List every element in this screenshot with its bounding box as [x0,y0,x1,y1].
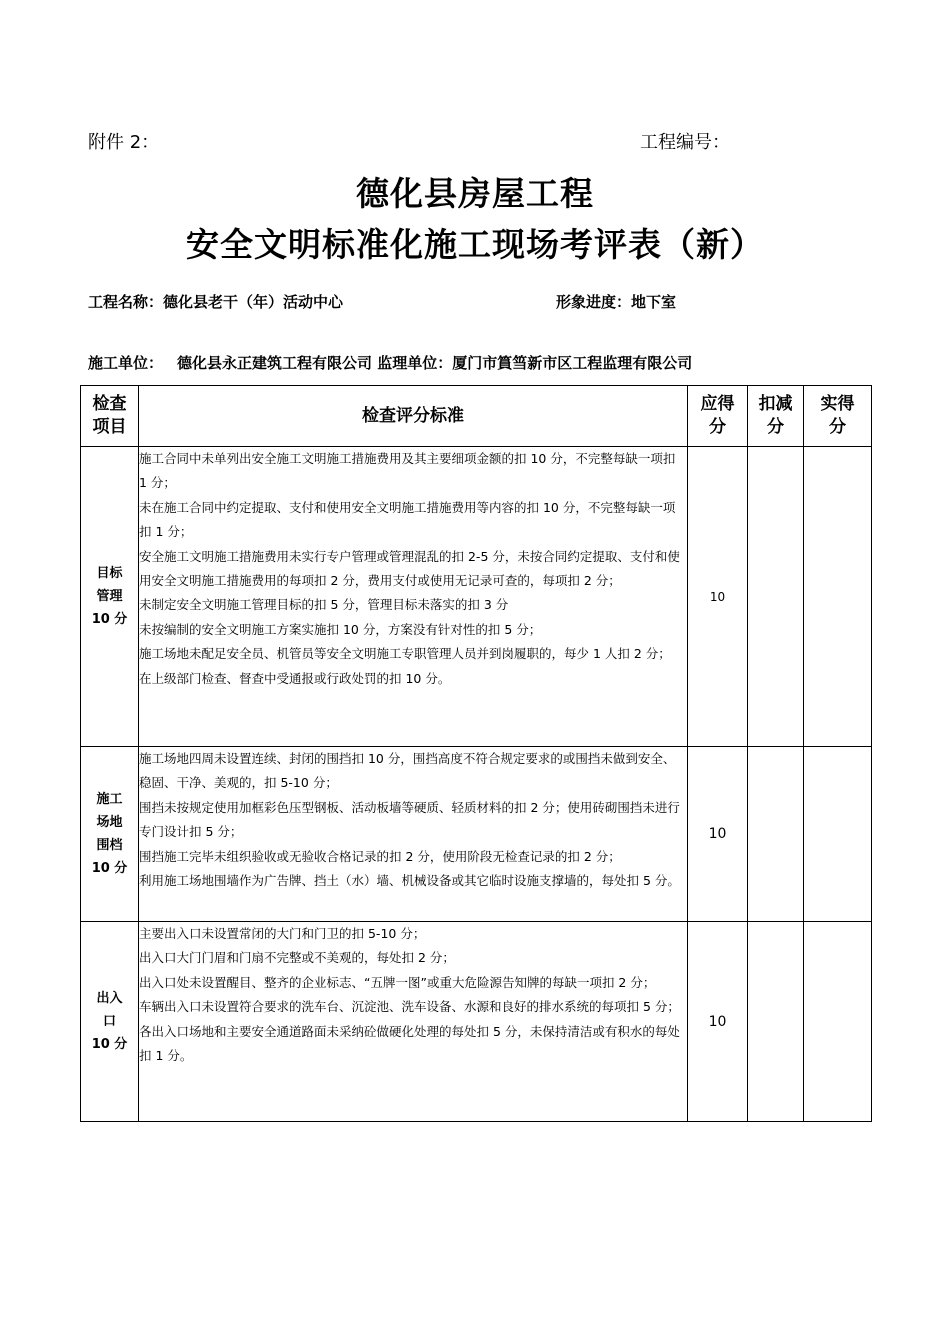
header-criteria: 检查评分标准 [139,386,688,447]
full-score-cell: 10 [688,447,748,747]
evaluation-table [80,385,872,1122]
category-cell: 目标 管理 10 分 [81,447,139,747]
document-title-line2: 安全文明标准化施工现场考评表（新） [186,225,764,264]
actual-score-cell [804,447,872,747]
project-name: 工程名称：德化县老干（年）活动中心 [88,293,344,311]
full-score-cell: 10 [688,922,748,1122]
supervisor-label: 监理单位：厦门市篔筜新市区工程监理有限公司 [377,354,693,372]
document-title-line1: 德化县房屋工程 [356,174,594,213]
actual-score-cell [804,922,872,1122]
header-actual-score: 实得 分 [804,386,872,447]
table-row [81,447,872,747]
deduction-cell [748,922,804,1122]
criteria-cell: 施工合同中未单列出安全施工文明施工措施费用及其主要细项金额的扣 10 分，不完整每缺一项扣 1 分； 未在施工合同中约定提取、支付和使用安全文明施工措施费用等内容的扣 10 分，不完整每缺一项扣 1 分； 安全施工文明施工措施费用未实行专户管理或管理混乱的扣 2-5 分，未按合同约定提取、支付和使用安全文明施工措施费用的每项扣 2 分，费用支付或使用无记录可查的，每项扣 2 分； 未制定安全文明施工管理目标的扣 5 分，管理目标未落实的扣 3 分 未按编制的安全文明施工方案实施扣 10 分，方案没有针对性的扣 5 分； 施工场地未配足安全员、机管员等安全文明施工专职管理人员并到岗履职的，每少 1 人扣 2 分； 在上级部门检查、督查中受通报或行政处罚的扣 10 分。 [139,447,688,747]
progress-status: 形象进度：地下室 [556,293,677,311]
criteria-cell: 主要出入口未设置常闭的大门和门卫的扣 5-10 分； 出入口大门门眉和门扇不完整或不美观的，每处扣 2 分； 出入口处未设置醒目、整齐的企业标志、“五牌一图”或重大危险源告知牌的每缺一项扣 2 分； 车辆出入口未设置符合要求的洗车台、沉淀池、洗车设备、水源和良好的排水系统的每项扣 5 分； 各出入口场地和主要安全通道路面未采纳砼做硬化处理的每处扣 5 分，未保持清洁或有积水的每处扣 1 分。 [139,922,688,1122]
header-deduction: 扣减 分 [748,386,804,447]
contractor-label: 施工单位： [88,354,164,372]
deduction-cell [748,747,804,922]
contractor-line [88,352,692,373]
contractor-name: 德化县永正建筑工程有限公司 [177,354,373,372]
full-score-cell: 10 [688,747,748,922]
table-header-row [81,386,872,447]
category-cell: 施工 场地 围档 10 分 [81,747,139,922]
deduction-cell [748,447,804,747]
actual-score-cell [804,747,872,922]
criteria-cell: 施工场地四周未设置连续、封闭的围挡扣 10 分，围挡高度不符合规定要求的或围挡未做到安全、稳固、干净、美观的，扣 5-10 分； 围挡未按规定使用加框彩色压型钢板、活动板墙等硬质、轻质材料的扣 2 分；使用砖砌围挡未进行专门设计扣 5 分； 围挡施工完毕未组织验收或无验收合格记录的扣 2 分，使用阶段无检查记录的扣 2 分； 利用施工场地围墙作为广告牌、挡土（水）墙、机械设备或其它临时设施支撑墙的，每处扣 5 分。 [139,747,688,922]
header-full-score: 应得 分 [688,386,748,447]
table-row [81,922,872,1122]
category-cell: 出入 口 10 分 [81,922,139,1122]
table-row [81,747,872,922]
attachment-label: 附件 2： [88,132,160,153]
header-item: 检查 项目 [81,386,139,447]
project-number-label: 工程编号： [640,132,730,153]
